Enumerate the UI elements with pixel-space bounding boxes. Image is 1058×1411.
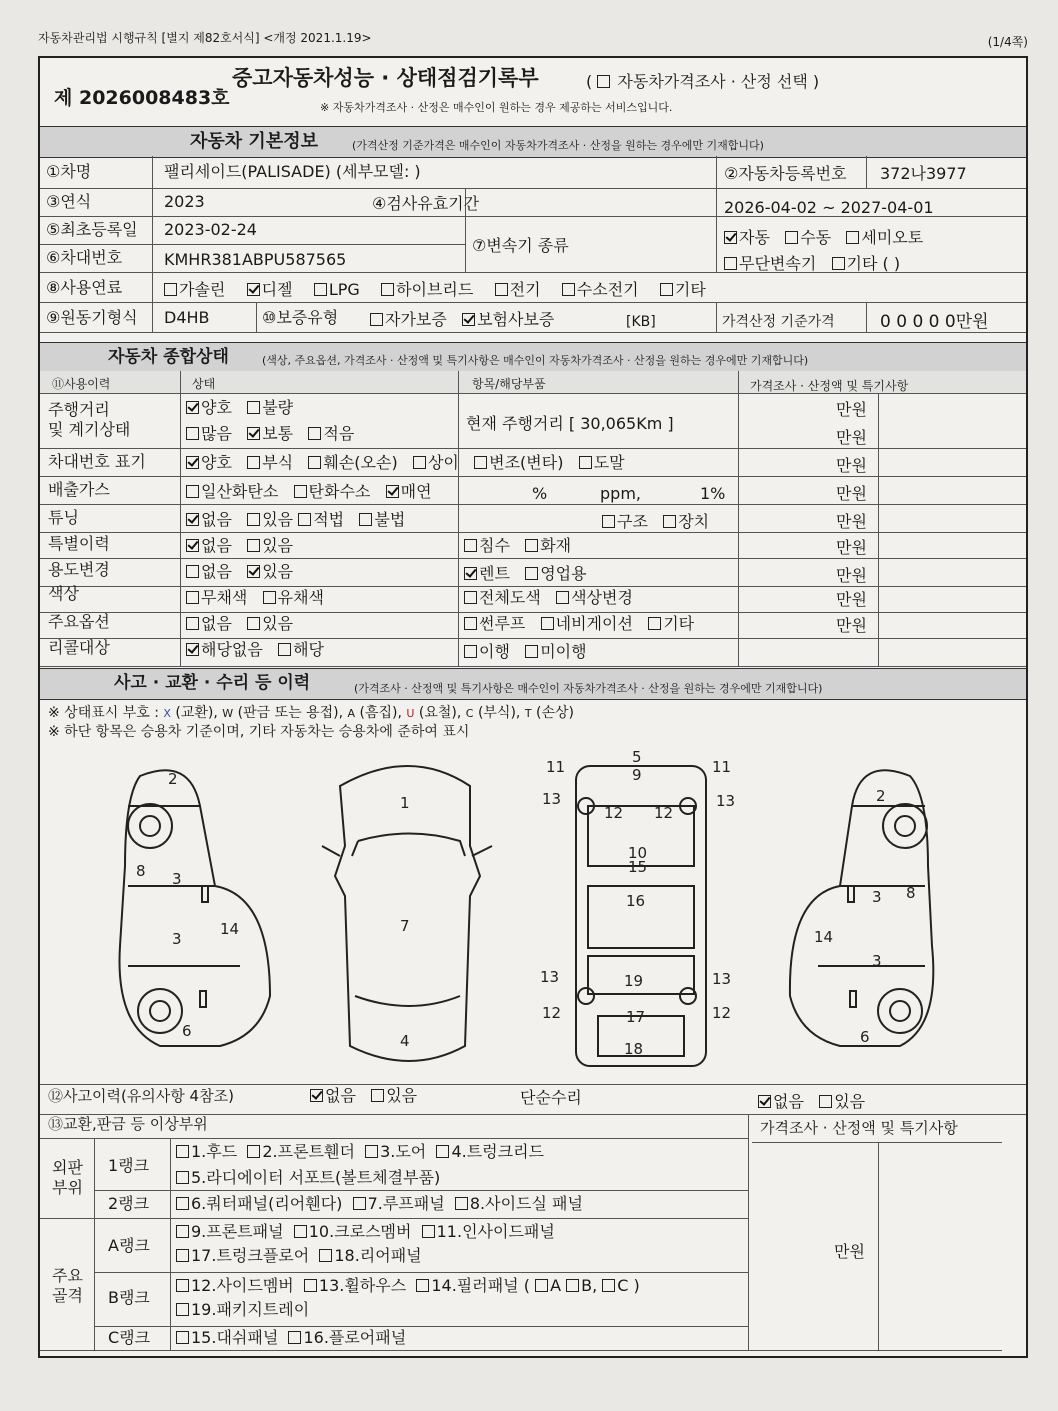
fuel-label: ⑧사용연료 — [46, 278, 123, 297]
tuning-yes-checkbox[interactable] — [247, 513, 260, 526]
recall-options-2: 이행 미이행 — [464, 642, 587, 662]
frame-part-12c: 12 — [542, 1004, 562, 1022]
special-none-checkbox[interactable] — [186, 539, 199, 552]
emission-ppm: ppm, — [600, 484, 641, 503]
frame-part-19: 19 — [624, 972, 644, 990]
frame-part-11b: 11 — [712, 758, 732, 776]
left-part-8: 8 — [136, 862, 146, 880]
frame-part-16: 16 — [626, 892, 646, 910]
inspection-form — [38, 56, 1028, 1358]
outer-label: 외판 — [52, 1158, 83, 1177]
recall-done-checkbox[interactable] — [464, 645, 477, 658]
trans-manual-checkbox[interactable] — [785, 231, 798, 244]
trans-semiauto-checkbox[interactable] — [846, 231, 859, 244]
parts-price-unit: 만원 — [834, 1242, 865, 1261]
pillar-b-checkbox[interactable] — [566, 1279, 579, 1292]
part-front-fender-checkbox[interactable] — [247, 1145, 260, 1158]
left-part-3b: 3 — [172, 930, 182, 948]
tuning-legal-checkbox[interactable] — [298, 513, 311, 526]
rankC-label: C랭크 — [108, 1328, 151, 1347]
warranty-label: ⑩보증유형 — [262, 308, 339, 327]
vin-mark-options: 양호 부식 훼손(오손) 상이 변조(변타) 도말 — [186, 453, 625, 473]
rankB-items-2: 19.패키지트레이 — [176, 1300, 309, 1320]
frame-part-13a: 13 — [542, 790, 562, 808]
rank1-items: 1.후드 2.프론트휀더 3.도어 4.트렁크리드 — [176, 1142, 544, 1162]
part-cross-member-checkbox[interactable] — [294, 1225, 307, 1238]
left-part-6: 6 — [182, 1022, 192, 1040]
top-part-7: 7 — [400, 917, 410, 935]
recall-yes-checkbox[interactable] — [278, 643, 291, 656]
left-part-3a: 3 — [172, 870, 182, 888]
recall-label: 리콜대상 — [48, 638, 110, 657]
frame-part-12a: 12 — [604, 804, 624, 822]
diagram-note: ※ 하단 항목은 승용차 기준이며, 기타 자동차는 승용차에 준하여 표시 — [48, 724, 470, 740]
trans-cvt-checkbox[interactable] — [724, 257, 737, 270]
frame-part-11a: 11 — [546, 758, 566, 776]
recall-options: 해당없음 해당 — [186, 640, 324, 660]
usage-unit: 만원 — [836, 566, 867, 585]
mileage-many-checkbox[interactable] — [186, 427, 199, 440]
form-title: 중고자동차성능 · 상태점검기록부 — [232, 66, 539, 90]
color-chromatic-checkbox[interactable] — [263, 591, 276, 604]
car-diagram — [40, 746, 1026, 1084]
tuning-none-checkbox[interactable] — [186, 513, 199, 526]
engine-value: D4HB — [164, 308, 210, 327]
options-navi-checkbox[interactable] — [541, 617, 554, 630]
color-fullpaint-checkbox[interactable] — [464, 591, 477, 604]
vin-mark-unit: 만원 — [836, 456, 867, 475]
frame-part-13d: 13 — [712, 970, 732, 988]
part-radiator-support-checkbox[interactable] — [176, 1171, 189, 1184]
options-other-checkbox[interactable] — [648, 617, 661, 630]
transmission-options-row1: 자동 수동 세미오토 — [724, 228, 923, 248]
car-name-label: ①차명 — [46, 162, 92, 181]
frame-label-2: 골격 — [52, 1286, 83, 1305]
vin-mark-differ-checkbox[interactable] — [413, 456, 426, 469]
frame-part-9: 9 — [632, 766, 642, 784]
frame-part-12d: 12 — [712, 1004, 732, 1022]
color-options-2: 전체도색 색상변경 — [464, 588, 633, 608]
recall-none-checkbox[interactable] — [186, 643, 199, 656]
part-pillar-panel-checkbox[interactable] — [416, 1279, 429, 1292]
accident-yes-checkbox[interactable] — [371, 1089, 384, 1102]
fuel-other-checkbox[interactable] — [660, 283, 673, 296]
simple-repair-none-checkbox[interactable] — [758, 1095, 771, 1108]
special-unit: 만원 — [836, 538, 867, 557]
trans-auto-checkbox[interactable] — [724, 231, 737, 244]
top-part-4: 4 — [400, 1032, 410, 1050]
current-mileage: 현재 주행거리 [ 30,065Km ] — [466, 414, 674, 433]
vin-mark-label: 차대번호 표기 — [48, 452, 146, 471]
regno-value: 372나3977 — [880, 164, 967, 183]
mileage-normal-checkbox[interactable] — [247, 427, 260, 440]
tuning-structure-checkbox[interactable] — [602, 515, 615, 528]
accident-header: 사고 · 교환 · 수리 등 이력 (가격조사 · 산정액 및 특기사항은 매수인이 자동차가격조사 · 산정을 원하는 경우에만 기재합니다) — [40, 668, 1026, 700]
part-side-sill-checkbox[interactable] — [455, 1197, 468, 1210]
emission-hc-checkbox[interactable] — [294, 485, 307, 498]
color-unit: 만원 — [836, 590, 867, 609]
outer-label-2: 부위 — [52, 1178, 83, 1197]
options-yes-checkbox[interactable] — [247, 617, 260, 630]
emission-pct: % — [532, 484, 548, 503]
accident-history-label: ⑫사고이력(유의사항 4참조) — [48, 1087, 234, 1105]
tuning-label: 튜닝 — [48, 508, 79, 527]
frame-part-10: 10 — [628, 844, 648, 862]
tuning-options: 없음 있음 적법 불법 — [186, 510, 405, 530]
top-view — [322, 766, 492, 1061]
accident-none-checkbox[interactable] — [310, 1089, 323, 1102]
fuel-hybrid-checkbox[interactable] — [381, 283, 394, 296]
options-none-checkbox[interactable] — [186, 617, 199, 630]
right-part-8: 8 — [906, 884, 916, 902]
special-flood-checkbox[interactable] — [464, 539, 477, 552]
vin-mark-smear-checkbox[interactable] — [579, 456, 592, 469]
price-option: ( 자동차가격조사 · 산정 선택 ) — [586, 72, 820, 91]
regulation-text: 자동차관리법 시행규칙 [별지 제82호서식] <개정 2021.1.19> — [38, 31, 372, 45]
mileage-good-checkbox[interactable] — [186, 401, 199, 414]
left-part-14: 14 — [220, 920, 240, 938]
frame-part-15: 15 — [628, 858, 648, 876]
mileage-opts-a: 양호 불량 — [186, 398, 293, 418]
right-side-view — [790, 770, 933, 1046]
right-part-14: 14 — [814, 928, 834, 946]
rank2-items: 6.쿼터패널(리어휀다) 7.루프패널 8.사이드실 패널 — [176, 1194, 583, 1214]
part-inside-panel-checkbox[interactable] — [422, 1225, 435, 1238]
special-yes-checkbox[interactable] — [247, 539, 260, 552]
rankB-items: 12.사이드멤버 13.휠하우스 14.필러패널 ( A B, C ) — [176, 1276, 640, 1296]
part-quarter-panel-checkbox[interactable] — [176, 1197, 189, 1210]
color-change-checkbox[interactable] — [556, 591, 569, 604]
vin-mark-altered-checkbox[interactable] — [474, 456, 487, 469]
rankC-items: 15.대쉬패널 16.플로어패널 — [176, 1328, 406, 1348]
vin-value: KMHR381ABPU587565 — [164, 250, 347, 269]
frame-part-18: 18 — [624, 1040, 644, 1058]
inspection-value: 2026-04-02 ~ 2027-04-01 — [724, 198, 934, 217]
frame-label: 주요 — [52, 1266, 83, 1285]
part-dash-panel-checkbox[interactable] — [176, 1331, 189, 1344]
usage-yes-checkbox[interactable] — [247, 565, 260, 578]
first-reg-label: ⑤최초등록일 — [46, 220, 138, 239]
top-part-1: 1 — [400, 794, 410, 812]
fuel-diesel-checkbox[interactable] — [247, 283, 260, 296]
col-usage: ⑪사용이력 — [52, 377, 111, 391]
base-price-value: 0 0 0 0 0만원 — [880, 312, 989, 332]
options-sunroof-checkbox[interactable] — [464, 617, 477, 630]
parts-label: ⑬교환,판금 등 이상부위 — [48, 1115, 208, 1133]
right-part-2: 2 — [876, 787, 886, 805]
frame-view — [540, 748, 735, 1066]
rank1-label: 1랭크 — [108, 1156, 150, 1175]
tuning-options-2: 구조 장치 — [602, 512, 709, 532]
col-parts: 항목/해당부품 — [472, 377, 546, 391]
usage-rent-checkbox[interactable] — [464, 567, 477, 580]
recall-notdone-checkbox[interactable] — [525, 645, 538, 658]
emission-unit: 만원 — [836, 484, 867, 503]
special-label: 특별이력 — [48, 534, 110, 553]
usage-none-checkbox[interactable] — [186, 565, 199, 578]
emission-co-checkbox[interactable] — [186, 485, 199, 498]
options-options-2: 썬루프 네비게이션 기타 — [464, 614, 694, 634]
color-achromatic-checkbox[interactable] — [186, 591, 199, 604]
color-options: 무채색 유채색 — [186, 588, 324, 608]
trans-other-checkbox[interactable] — [832, 257, 845, 270]
rank1-items-2: 5.라디에이터 서포트(볼트체결부품) — [176, 1168, 440, 1188]
fuel-gasoline-checkbox[interactable] — [164, 283, 177, 296]
rank2-label: 2랭크 — [108, 1194, 150, 1213]
simple-repair-yes-checkbox[interactable] — [819, 1095, 832, 1108]
fuel-options: 가솔린 디젤 LPG 하이브리드 전기 수소전기 기타 — [164, 280, 706, 300]
part-front-panel-checkbox[interactable] — [176, 1225, 189, 1238]
part-wheel-house-checkbox[interactable] — [304, 1279, 317, 1292]
fuel-hydrogen-checkbox[interactable] — [562, 283, 575, 296]
right-part-3a: 3 — [872, 888, 882, 906]
mileage-price-unit: 만원 — [836, 400, 867, 419]
legend: ※ 상태표시 부호 : X (교환), W (판금 또는 용접), A (흠집), U (요철), C (부식), T (손상) — [48, 705, 574, 721]
page-number: (1/4쪽) — [987, 35, 1028, 49]
frame-part-5: 5 — [632, 748, 642, 766]
engine-label: ⑨원동기형식 — [46, 308, 138, 327]
usage-label: 용도변경 — [48, 560, 110, 579]
year-label: ③연식 — [46, 192, 92, 211]
mileage-bad-checkbox[interactable] — [247, 401, 260, 414]
usage-commercial-checkbox[interactable] — [525, 567, 538, 580]
tuning-device-checkbox[interactable] — [663, 515, 676, 528]
mileage-label-2: 및 계기상태 — [48, 420, 131, 439]
pillar-c-checkbox[interactable] — [602, 1279, 615, 1292]
rankA-items-2: 17.트렁크플로어 18.리어패널 — [176, 1246, 422, 1266]
frame-part-17: 17 — [626, 1008, 646, 1026]
regno-label: ②자동차등록번호 — [724, 164, 847, 183]
vin-label: ⑥차대번호 — [46, 248, 123, 267]
left-part-2: 2 — [168, 770, 178, 788]
transmission-options-row2: 무단변속기 기타 ( ) — [724, 254, 900, 274]
col-state: 상태 — [192, 377, 216, 391]
warranty-company: [KB] — [626, 314, 656, 330]
base-price-label: 가격산정 기준가격 — [722, 314, 835, 330]
frame-part-13c: 13 — [540, 968, 560, 986]
warranty-options: 자가보증 보험사보증 — [370, 310, 554, 330]
basic-info-header: 자동차 기본정보 (가격산정 기준가격은 매수인이 자동차가격조사 · 산정을 원하는 경우에만 기재합니다) — [40, 126, 1026, 158]
simple-repair-label: 단순수리 — [520, 1088, 582, 1107]
mileage-few-checkbox[interactable] — [308, 427, 321, 440]
part-side-member-checkbox[interactable] — [176, 1279, 189, 1292]
tuning-unit: 만원 — [836, 512, 867, 531]
parts-price-col: 가격조사 · 산정액 및 특기사항 — [760, 1119, 958, 1137]
part-trunk-floor-checkbox[interactable] — [176, 1249, 189, 1262]
emission-label: 배출가스 — [48, 480, 110, 499]
pillar-a-checkbox[interactable] — [535, 1279, 548, 1292]
accident-history-options: 없음 있음 — [310, 1086, 417, 1106]
warranty-insurer-checkbox[interactable] — [462, 313, 475, 326]
fuel-lpg-checkbox[interactable] — [314, 283, 327, 296]
col-price: 가격조사 · 산정액 및 특기사항 — [750, 379, 909, 393]
vin-mark-corrosion-checkbox[interactable] — [247, 456, 260, 469]
frame-part-12b: 12 — [654, 804, 674, 822]
options-label: 주요옵션 — [48, 612, 110, 631]
right-part-3b: 3 — [872, 952, 882, 970]
mileage-opts-b: 많음 보통 적음 — [186, 424, 354, 444]
rankA-items: 9.프론트패널 10.크로스멤버 11.인사이드패널 — [176, 1222, 555, 1242]
document-number: 제 2026008483호 — [54, 87, 230, 109]
special-fire-checkbox[interactable] — [525, 539, 538, 552]
rankA-label: A랭크 — [108, 1236, 150, 1255]
tuning-illegal-checkbox[interactable] — [359, 513, 372, 526]
frame-part-13b: 13 — [716, 792, 736, 810]
year-value: 2023 — [164, 192, 205, 211]
part-door-checkbox[interactable] — [365, 1145, 378, 1158]
price-option-checkbox[interactable] — [597, 75, 610, 88]
first-reg-value: 2023-02-24 — [164, 220, 257, 239]
left-side-view — [120, 770, 271, 1046]
right-part-6: 6 — [860, 1028, 870, 1046]
part-trunk-lid-checkbox[interactable] — [436, 1145, 449, 1158]
mileage-price-unit-2: 만원 — [836, 428, 867, 447]
options-unit: 만원 — [836, 616, 867, 635]
color-label: 색상 — [48, 584, 79, 603]
usage-options-2: 렌트 영업용 — [464, 564, 587, 584]
options-options: 없음 있음 — [186, 614, 293, 634]
emission-smoke-checkbox[interactable] — [386, 485, 399, 498]
rankB-label: B랭크 — [108, 1288, 150, 1307]
fuel-electric-checkbox[interactable] — [495, 283, 508, 296]
part-floor-panel-checkbox[interactable] — [288, 1331, 301, 1344]
status-header: 자동차 종합상태 (색상, 주요옵션, 가격조사 · 산정액 및 특기사항은 매수인이 자동차가격조사 · 산정을 원하는 경우에만 기재합니다) — [40, 342, 1026, 372]
title-note: ※ 자동차가격조사 · 산정은 매수인이 원하는 경우 제공하는 서비스입니다. — [320, 101, 673, 114]
vin-mark-good-checkbox[interactable] — [186, 456, 199, 469]
part-rear-panel-checkbox[interactable] — [319, 1249, 332, 1262]
usage-options: 없음 있음 — [186, 562, 293, 582]
special-options-2: 침수 화재 — [464, 536, 571, 556]
part-roof-panel-checkbox[interactable] — [353, 1197, 366, 1210]
warranty-self-checkbox[interactable] — [370, 313, 383, 326]
car-name-value: 팰리세이드(PALISADE) (세부모델: ) — [164, 162, 421, 181]
vin-mark-damage-checkbox[interactable] — [308, 456, 321, 469]
emission-options: 일산화탄소 탄화수소 매연 — [186, 482, 432, 502]
special-options: 없음 있음 — [186, 536, 293, 556]
emission-smoke-value: 1% — [700, 484, 726, 503]
simple-repair-options: 없음 있음 — [758, 1092, 865, 1112]
inspection-label: ④검사유효기간 — [372, 194, 480, 213]
mileage-label: 주행거리 — [48, 400, 110, 419]
part-hood-checkbox[interactable] — [176, 1145, 189, 1158]
transmission-label: ⑦변속기 종류 — [472, 236, 569, 255]
part-package-tray-checkbox[interactable] — [176, 1303, 189, 1316]
